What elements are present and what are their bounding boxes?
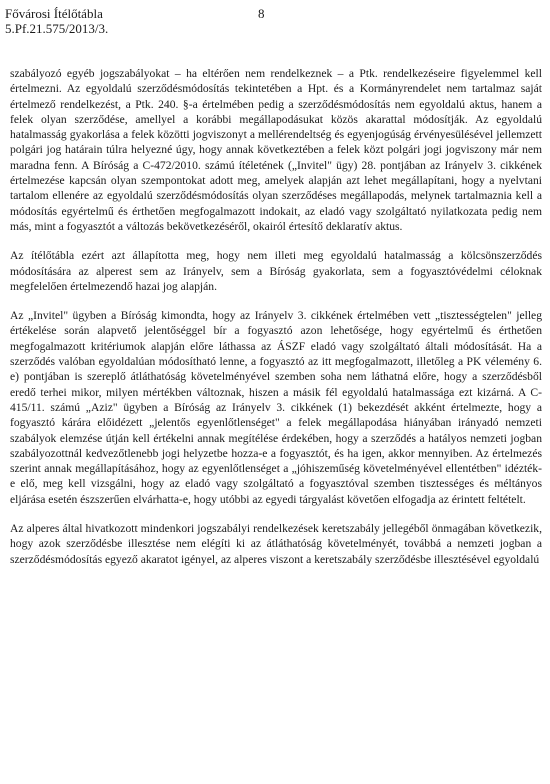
page-number: 8	[258, 6, 265, 21]
paragraph-4: Az alperes által hivatkozott mindenkori jogszabályi rendelkezések keretszabály jellegéből önmagában következik, hogy azok szerződésbe illesztése nem elégíti ki az átláthatóság követelményét, továbbá a nemzeti jogban a szerződésmódosítás egyező akaratot igényel, az alperes viszont a keretszabály szerződésbe illesztésével egyoldalú	[10, 522, 542, 566]
court-name: Fővárosi Ítélőtábla	[5, 6, 103, 21]
paragraph-3: Az „Invitel" ügyben a Bíróság kimondta, hogy az Irányelv 3. cikkének értelmében vett „tisztességtelen" jelleg értékelése során alapvető jelentőséggel bír a fogyasztó azon lehetősége, hogy egyértelmű és érthetően megfogalmazott kritériumok alapján előre láthassa az ÁSZF eladó vagy szolgáltató általi módosítását. Ha a szerződés valóban egyoldalúan módosítható lenne, a fogyasztó az itt megfogalmazott, illetőleg a PK vélemény 6. e) pontjában is szereplő átláthatóság követelményével szemben soha nem láthatná előre, hogy a szerződésből eredő terhei mikor, milyen mértékben változnak, hiszen a másik fél egyoldalú hatalmassága ezt kizárná. A C-415/11. számú „Aziz" ügyben a Bíróság az Irányelv 3. cikkének (1) bekezdését akként értelmezte, hogy a fogyasztó kárára előidézett „jelentős egyenlőtlenséget" a felek megállapodása hiányában irányadó nemzeti szabályok elemzése útján kell értékelni annak megítélése érdekében, hogy a szerződés a hatályos nemzeti jogban szabályozottnál kedvezőtlenebb jogi helyzetbe hozza-e a fogyasztót, és ha igen, akkor mennyiben. Az értelmezés szerint annak megállapításához, hogy az egyenlőtlenséget a „jóhiszeműség követelményével ellentétben" idézték-e elő, meg kell vizsgálni, hogy az eladó vagy szolgáltató a fogyasztóval szemben tisztességes és méltányos eljárása esetén észszerűen elvárhatta-e, hogy utóbbi az egyedi tárgyalást követően elfogadja az érintett feltételt.	[10, 309, 542, 506]
document-body	[10, 66, 542, 567]
page-header	[5, 6, 108, 36]
paragraph-1: szabályozó egyéb jogszabályokat – ha eltérően nem rendelkeznek – a Ptk. rendelkezéseire figyelemmel kell értelmezni. Az egyoldalú szerződésmódosítás tekintetében a Hpt. és a Kormányrendelet nem tartalmaz saját értelmező rendelkezést, a Ptk. 240. §-a értelmében pedig a szerződésmódosítás nem egyoldalú aktus, hanem a felek olyan szerződése, amellyel a korábbi megállapodásukat közös akarattal módosítják. Az egyoldalú hatalmasság gyakorlása a felek közötti jogviszonyt a mellérendeltség és egyenjogúság érvényesülésével jellemzett polgári jog határain túlra helyezné úgy, hogy annak következtében a felek közt polgári jogi jogviszony már nem maradna fenn. A Bíróság a C-472/2010. számú ítéletének („Invitel" ügy) 28. pontjában az Irányelv 3. cikkének értelmezése kapcsán olyan szempontokat adott meg, amelyek alapján azt lehet megállapítani, hogy a nyelvtani tartalom ellenére az egyoldalú szerződésmódosítás olyan szerződéses megállapodás, melynek tartalmaznia kell a módosítás egyértelmű és érthetően megfogalmazott indokait, az eladó vagy szolgáltató nyilatkozata pedig nem más, mint a fogyasztót a változás bekövetkezéséről, okairól értesítő deklaratív aktus.	[10, 67, 542, 233]
paragraph-2: Az ítélőtábla ezért azt állapította meg, hogy nem illeti meg egyoldalú hatalmasság a kölcsönszerződés módosítására az alperest sem az Irányelv, sem a Bíróság gyakorlata, sem a fogyasztóvédelmi céloknak megfelelően értelmezendő hazai jog alapján.	[10, 249, 542, 293]
case-number: 5.Pf.21.575/2013/3.	[5, 21, 109, 36]
